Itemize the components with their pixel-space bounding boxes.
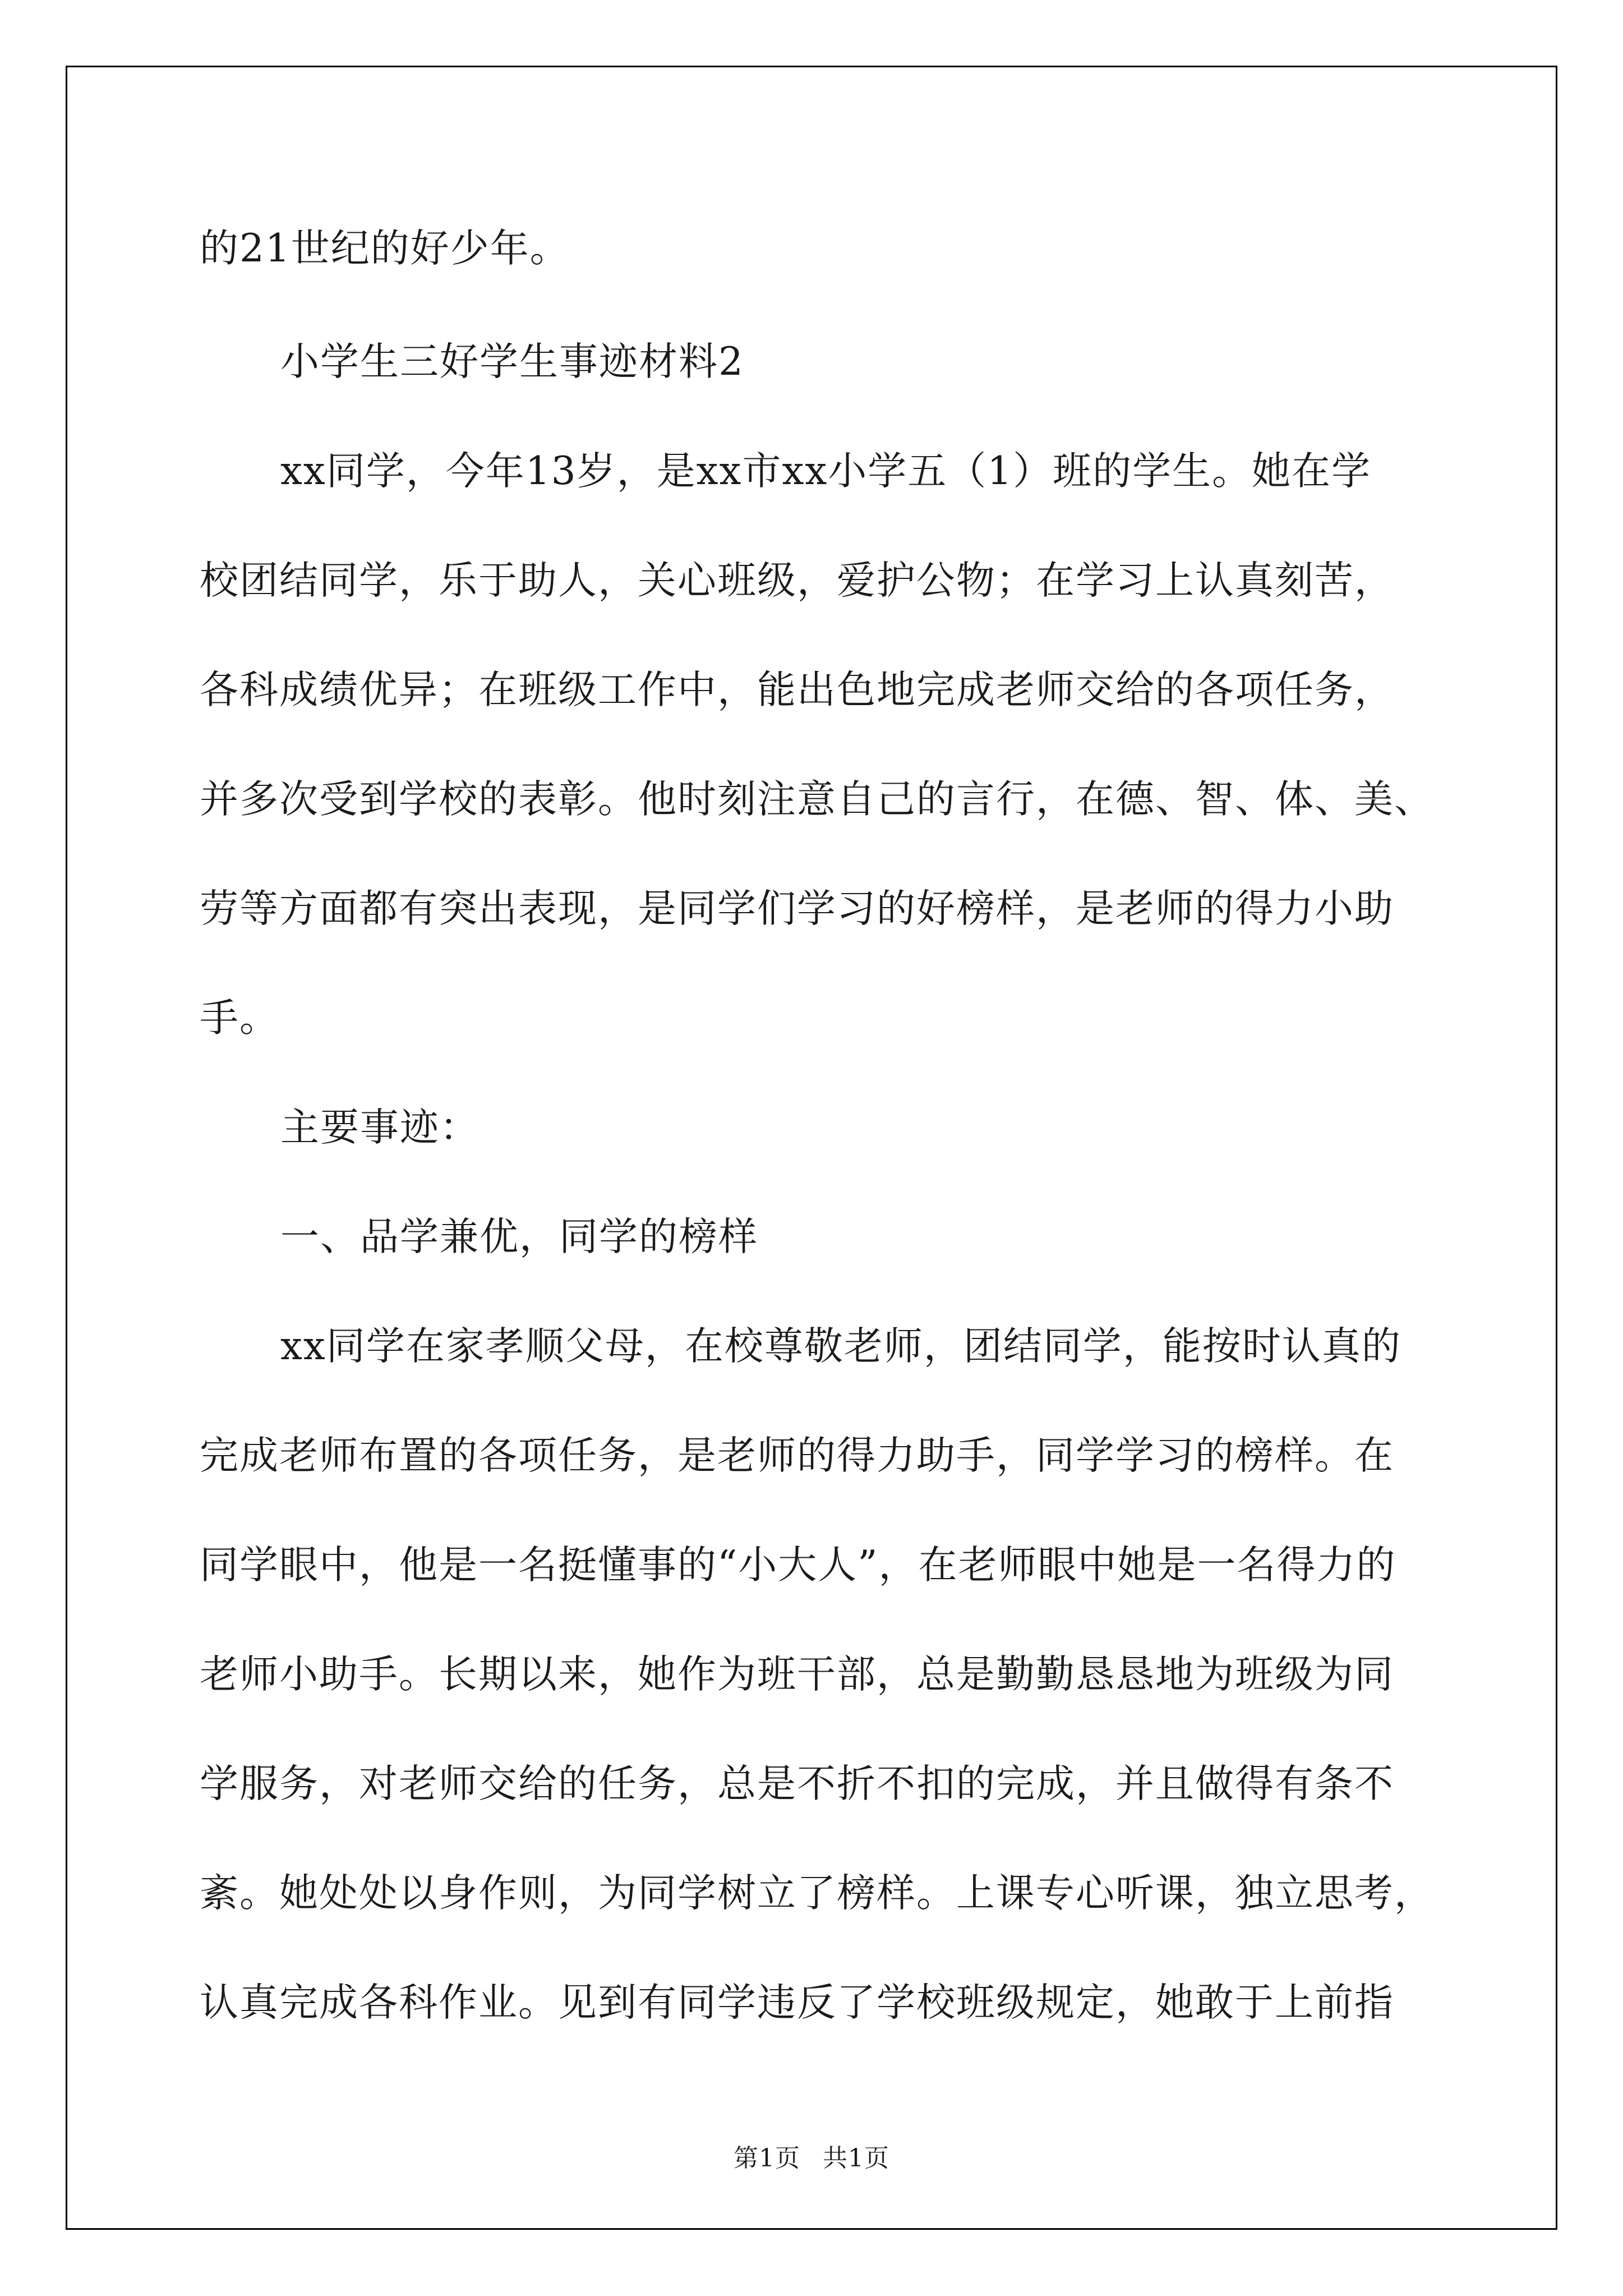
page-footer [0,2142,1623,2175]
text-line: 各科成绩优异；在班级工作中，能出色地完成老师交给的各项任务， [200,668,1394,712]
text-line: 完成老师布置的各项任务，是老师的得力助手，同学学习的榜样。在 [200,1433,1394,1478]
text-line: 校团结同学，乐于助人，关心班级，爱护公物；在学习上认真刻苦， [200,558,1394,603]
text-line: xx同学在家孝顺父母，在校尊敬老师，团结同学，能按时认真的 [280,1324,1401,1369]
subsection-heading: 一、品学兼优，同学的榜样 [280,1214,758,1259]
text-line: 手。 [200,996,279,1041]
page-number: 第1页 [734,2144,800,2173]
text-line: 的21世纪的好少年。 [200,226,570,271]
text-line: 认真完成各科作业。见到有同学违反了学校班级规定，她敢于上前指 [200,1980,1394,2025]
text-line: 劳等方面都有突出表现，是同学们学习的好榜样，是老师的得力小助 [200,886,1394,931]
text-line: 同学眼中，他是一名挺懂事的“小大人”，在老师眼中她是一名得力的 [200,1543,1396,1588]
text-line: xx同学，今年13岁，是xx市xx小学五（1）班的学生。她在学 [280,449,1372,494]
text-line: 老师小助手。长期以来，她作为班干部，总是勤勤恳恳地为班级为同 [200,1652,1394,1697]
section-heading: 小学生三好学生事迹材料2 [280,339,744,384]
text-line: 学服务，对老师交给的任务，总是不折不扣的完成，并且做得有条不 [200,1761,1394,1806]
text-line: 紊。她处处以身作则，为同学树立了榜样。上课专心听课，独立思考， [200,1871,1434,1916]
page-total: 共1页 [823,2144,889,2173]
text-line: 并多次受到学校的表彰。他时刻注意自己的言行，在德、智、体、美、 [200,777,1434,822]
text-line: 主要事迹： [280,1105,479,1150]
